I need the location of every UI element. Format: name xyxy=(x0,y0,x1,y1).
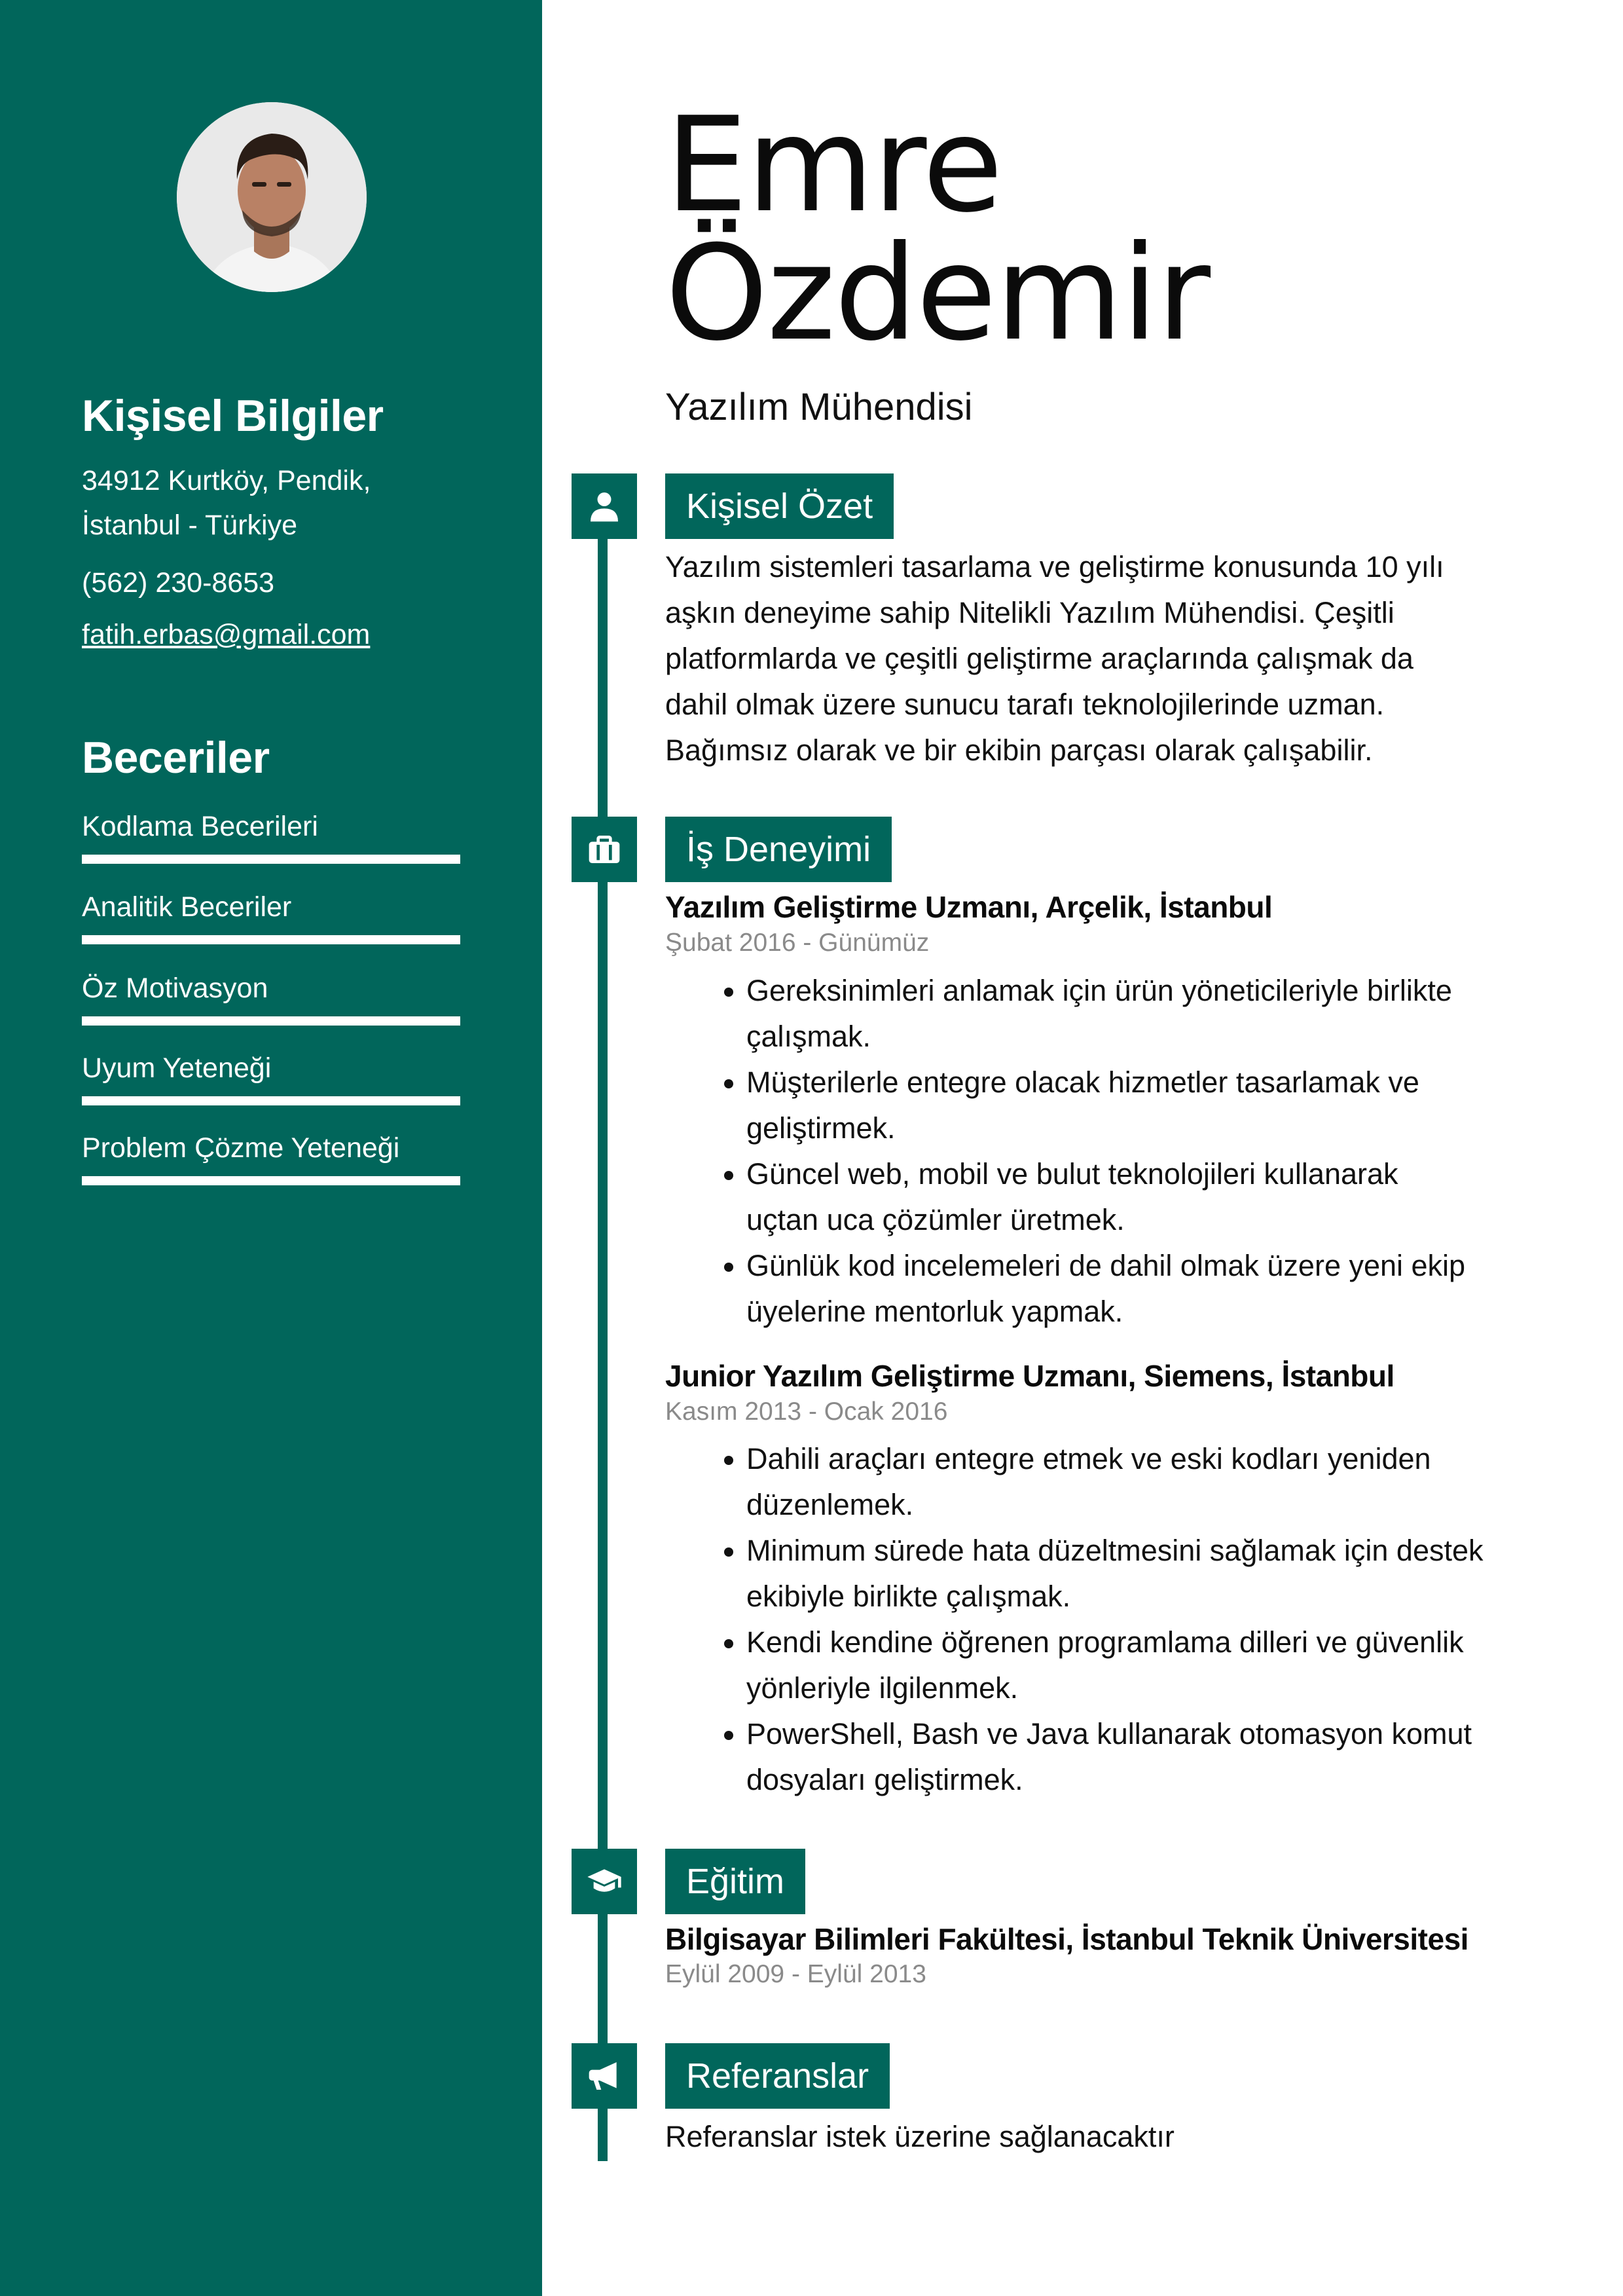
list-item: • Müşterilerle entegre olacak hizmetler tasarlamak ve geliştirmek. xyxy=(746,1060,1558,1151)
skill-item xyxy=(82,810,460,864)
experience-heading: İş Deneyimi xyxy=(665,817,892,882)
job-2-title: Junior Yazılım Geliştirme Uzmanı, Siemens, İstanbul xyxy=(665,1359,1395,1393)
graduation-cap-icon xyxy=(572,1849,637,1914)
email-link[interactable]: fatih.erbas@gmail.com xyxy=(82,619,371,650)
skill-level-bar xyxy=(82,855,460,864)
skill-level-bar xyxy=(82,1016,460,1026)
skill-level-bar xyxy=(82,1176,460,1185)
list-item: • Dahili araçları entegre etmek ve eski kodları yeniden düzenlemek. xyxy=(746,1436,1558,1528)
summary-line: platformlarda ve çeşitli geliştirme araçlarında çalışmak da xyxy=(665,642,1413,675)
megaphone-icon xyxy=(572,2043,637,2109)
skill-item xyxy=(82,1052,460,1105)
user-icon xyxy=(572,473,637,539)
address-line-2: İstanbul - Türkiye xyxy=(82,509,298,541)
address-line-1: 34912 Kurtköy, Pendik, xyxy=(82,465,371,496)
job-1-dates: Şubat 2016 - Günümüz xyxy=(665,929,930,957)
candidate-name xyxy=(665,89,1210,370)
skill-level-bar xyxy=(82,1096,460,1105)
portrait-image xyxy=(177,102,367,292)
sidebar xyxy=(0,0,542,2296)
skill-level-bar xyxy=(82,935,460,944)
phone-number: (562) 230-8653 xyxy=(82,567,275,599)
skill-label: Uyum Yeteneği xyxy=(82,1052,272,1084)
job-2-dates: Kasım 2013 - Ocak 2016 xyxy=(665,1398,948,1426)
list-item: • Günlük kod incelemeleri de dahil olmak üzere yeni ekip üyelerine mentorluk yapmak. xyxy=(746,1243,1558,1335)
skill-label: Problem Çözme Yeteneği xyxy=(82,1132,400,1164)
last-name: Özdemir xyxy=(665,217,1210,370)
skill-label: Kodlama Becerileri xyxy=(82,811,318,842)
personal-info-heading: Kişisel Bilgiler xyxy=(82,391,384,441)
education-dates: Eylül 2009 - Eylül 2013 xyxy=(665,1960,926,1988)
summary-text xyxy=(665,544,1516,773)
summary-line: Bağımsız olarak ve bir ekibin parçası olarak çalışabilir. xyxy=(665,733,1373,767)
skill-item xyxy=(82,1132,460,1185)
degree-title: Bilgisayar Bilimleri Fakültesi, İstanbul Teknik Üniversitesi xyxy=(665,1922,1468,1956)
job-title-subtitle: Yazılım Mühendisi xyxy=(665,386,973,428)
skill-label: Analitik Beceriler xyxy=(82,891,292,923)
summary-heading: Kişisel Özet xyxy=(665,473,894,539)
job-1-title: Yazılım Geliştirme Uzmanı, Arçelik, İstanbul xyxy=(665,890,1273,924)
job-2-bullets xyxy=(714,1436,1558,1803)
summary-line: aşkın deneyime sahip Nitelikli Yazılım Mühendisi. Çeşitli xyxy=(665,596,1395,629)
skill-item xyxy=(82,972,460,1026)
summary-line: dahil olmak üzere sunucu tarafı teknolojilerinde uzman. xyxy=(665,688,1385,721)
profile-photo xyxy=(177,102,367,292)
list-item: • Güncel web, mobil ve bulut teknolojileri kullanarak uçtan uca çözümler üretmek. xyxy=(746,1151,1558,1243)
education-heading: Eğitim xyxy=(665,1849,805,1914)
skill-label: Öz Motivasyon xyxy=(82,972,268,1004)
list-item: • Kendi kendine öğrenen programlama dilleri ve güvenlik yönleriyle ilgilenmek. xyxy=(746,1620,1558,1711)
list-item: • Gereksinimleri anlamak için ürün yöneticileriyle birlikte çalışmak. xyxy=(746,968,1558,1060)
job-1-bullets xyxy=(714,968,1558,1335)
skills-heading: Beceriler xyxy=(82,733,270,783)
list-item: • Minimum sürede hata düzeltmesini sağlamak için destek ekibiyle birlikte çalışmak. xyxy=(746,1528,1558,1620)
references-text: Referanslar istek üzerine sağlanacaktır xyxy=(665,2120,1175,2153)
references-heading: Referanslar xyxy=(665,2043,890,2109)
summary-line: Yazılım sistemleri tasarlama ve geliştirme konusunda 10 yılı xyxy=(665,550,1444,583)
skill-item xyxy=(82,891,460,944)
list-item: • PowerShell, Bash ve Java kullanarak otomasyon komut dosyaları geliştirmek. xyxy=(746,1711,1558,1803)
first-name: Emre xyxy=(665,89,1002,242)
briefcase-icon xyxy=(572,817,637,882)
